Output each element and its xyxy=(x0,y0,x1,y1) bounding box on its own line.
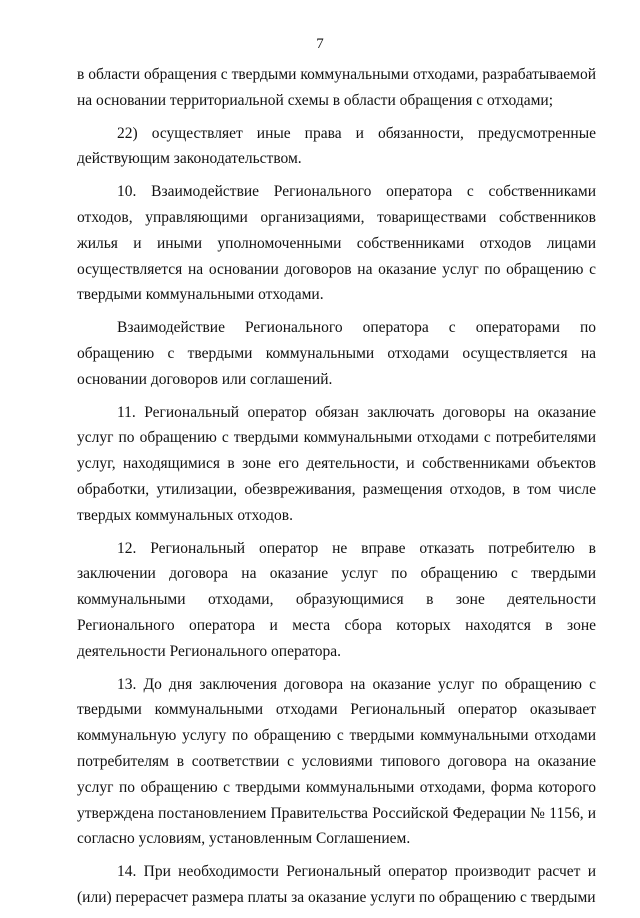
paragraph-clause-10: 10. Взаимодействие Регионального оператора с собственниками отходов, управляющими организациями, товариществами собственников жилья и иными уполномоченными собственниками отходов лицами осуществляется на основании договоров на оказание услуг по обращению с твердыми коммунальными отходами. xyxy=(77,183,596,304)
document-body xyxy=(77,62,596,918)
paragraph-clause-13: 13. До дня заключения договора на оказание услуг по обращению с твердыми коммунальными отходами Региональный оператор оказывает коммунальную услугу по обращению с твердыми коммунальными отходами потребителям в соответствии с условиями типового договора на оказание услуг по обращению с твердыми коммунальными отходами, форма которого утверждена постановлением Правительства Российской Федерации № 1156, и согласно условиям, установленным Соглашением. xyxy=(77,675,596,848)
paragraph-clause-12: 12. Региональный оператор не вправе отказать потребителю в заключении договора на оказание услуг по обращению с твердыми коммунальными отходами, образующимися в зоне деятельности Регионального оператора и места сбора которых находятся в зоне деятельности Регионального оператора. xyxy=(77,539,596,660)
paragraph-clause-11: 11. Региональный оператор обязан заключать договоры на оказание услуг по обращению с твердыми коммунальными отходами с потребителями услуг, находящимися в зоне его деятельности, и собственниками объектов обработки, утилизации, обезвреживания, размещения отходов, в том числе твердых коммунальных отходов. xyxy=(77,403,596,524)
paragraph-continuation: в области обращения с твердыми коммунальными отходами, разрабатываемой на основании территориальной схемы в области обращения с отходами; xyxy=(77,66,596,109)
page-number: 7 xyxy=(316,36,324,52)
paragraph-item-22: 22) осуществляет иные права и обязанности, предусмотренные действующим законодательством. xyxy=(77,124,596,168)
paragraph-clause-10-continued: Взаимодействие Регионального оператора с операторами по обращению с твердыми коммунальными отходами осуществляется на основании договоров или соглашений. xyxy=(77,319,596,388)
paragraph-clause-14: 14. При необходимости Региональный оператор производит расчет и (или) перерасчет размера платы за оказание услуги по обращению с твердыми xyxy=(77,863,596,906)
